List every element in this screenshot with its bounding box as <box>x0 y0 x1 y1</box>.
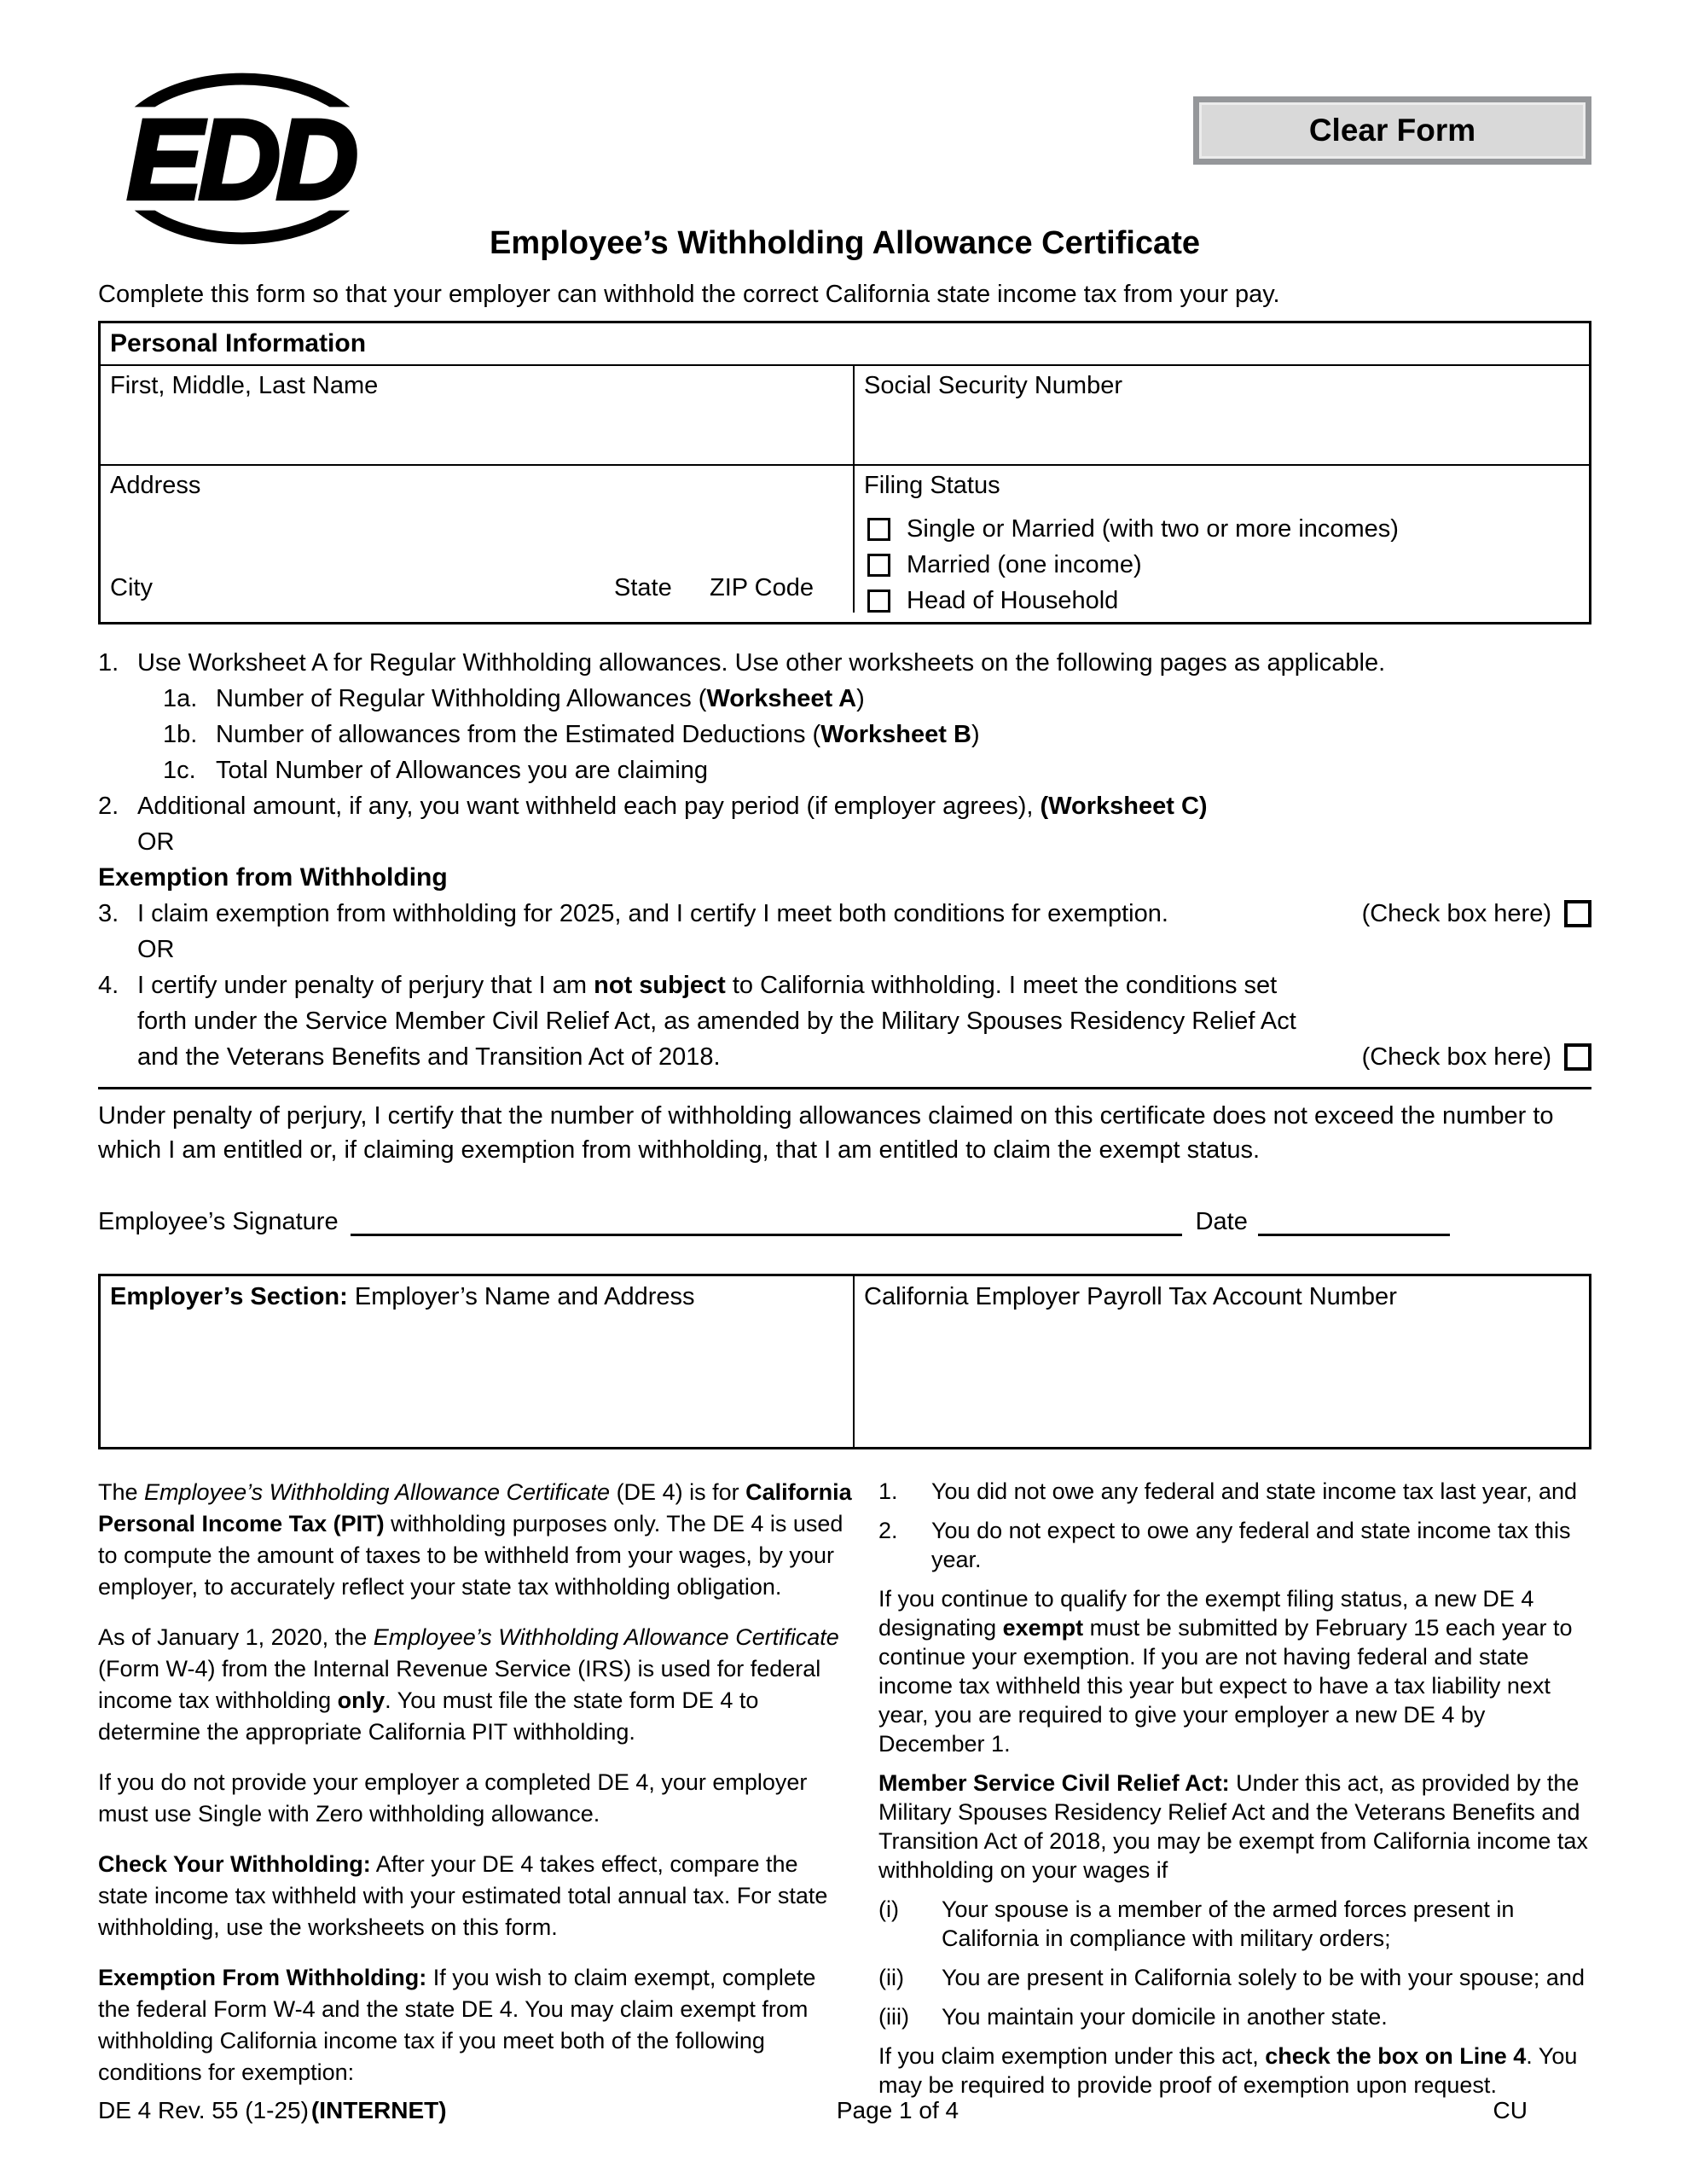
address-label: Address <box>110 472 201 499</box>
personal-info-table <box>98 321 1591 624</box>
date-label: Date <box>1195 1208 1248 1235</box>
employer-section-label: Employer’s Section: <box>110 1283 348 1310</box>
item-1c-text: Total Number of Allowances you are claiming <box>216 757 709 784</box>
employer-account-number-label: California Employer Payroll Tax Account Number <box>864 1283 1397 1310</box>
exemption-2025-checkbox[interactable] <box>1564 900 1591 927</box>
or-text-1: OR <box>137 828 175 856</box>
item-3-text: I claim exemption from withholding for 2025, and I certify I meet both conditions for exemption. <box>137 900 1168 927</box>
item-2-text: Additional amount, if any, you want withheld each pay period (if employer agrees), (Worksheet C) <box>137 793 1208 820</box>
military-condition-ii-number: (ii) <box>878 1965 904 1990</box>
filing-single-label: Single or Married (with two or more incomes) <box>907 514 1399 543</box>
name-label: First, Middle, Last Name <box>110 372 379 399</box>
info-column-right <box>878 1477 1591 2100</box>
info-columns <box>98 1477 1591 2100</box>
military-condition-ii <box>878 1963 1591 1992</box>
item-4-text-line-1: I certify under penalty of perjury that I am not subject to California withholding. I meet the conditions set <box>137 972 1278 999</box>
item-1-text: Use Worksheet A for Regular Withholding allowances. Use other worksheets on the following pages as applicable. <box>137 649 1386 677</box>
date-line[interactable] <box>1258 1231 1450 1236</box>
item-1a-text: Number of Regular Withholding Allowances (Worksheet A) <box>216 685 865 712</box>
ssn-field-cell[interactable] <box>855 366 1589 466</box>
item-1b-number: 1b. <box>163 721 198 748</box>
signature-label: Employee’s Signature <box>98 1208 339 1235</box>
city-label: City <box>110 574 153 601</box>
military-exemption-checkbox[interactable] <box>1564 1043 1591 1071</box>
filing-option-married <box>867 549 1580 580</box>
left-paragraph-1: The Employee’s Withholding Allowance Certificate (DE 4) is for California Personal Income Tax (PIT) withholding purposes only. The DE 4 is used to compute the amount of taxes to be withheld from your wages, by your employer, to accurately reflect your state tax withholding obligation. <box>98 1479 852 1600</box>
perjury-statement: Under penalty of perjury, I certify that the number of withholding allowances claimed on this certificate does not exceed the number to which I am entitled or, if claiming exemption from withholding, that I am entitled to claim the exempt status. <box>98 1102 1554 1164</box>
filing-married-checkbox[interactable] <box>867 554 890 577</box>
item-2-number: 2. <box>98 793 119 820</box>
footer-internet-label: (INTERNET) <box>310 2097 447 2123</box>
list-item-2 <box>98 788 1591 824</box>
left-paragraph-2: As of January 1, 2020, the Employee’s Withholding Allowance Certificate (Form W-4) from the Internal Revenue Service (IRS) is used for federal income tax withholding only. You must file the state form DE 4 to determine the appropriate California PIT withholding. <box>98 1624 839 1745</box>
filing-option-single <box>867 514 1580 544</box>
signature-line[interactable] <box>351 1231 1182 1236</box>
signature-row <box>98 1208 1591 1236</box>
item-3-number: 3. <box>98 900 119 927</box>
list-item-1b <box>163 717 1591 752</box>
left-paragraph-4: Check Your Withholding: After your DE 4 takes effect, compare the state income tax withheld with your estimated total annual tax. For state withholding, use the worksheets on this form. <box>98 1851 828 1940</box>
employer-section-table <box>98 1274 1591 1449</box>
or-text-2: OR <box>137 936 175 963</box>
list-item-3 <box>98 896 1591 932</box>
item-3-check-area <box>1362 896 1591 932</box>
edd-logo-text: EDD <box>126 96 355 224</box>
military-condition-iii-number: (iii) <box>878 2004 909 2030</box>
filing-hoh-label: Head of Household <box>907 586 1119 614</box>
list-item-4-line-3 <box>98 1039 1591 1075</box>
right-paragraph-2: Member Service Civil Relief Act: Under this act, as provided by the Military Spouses Residency Relief Act and the Veterans Benefits and Transition Act of 2018, you may be exempt from California income tax withholding on your wages if <box>878 1770 1588 1883</box>
filing-hoh-checkbox[interactable] <box>867 590 890 613</box>
page-title: Employee’s Withholding Allowance Certificate <box>490 225 1200 261</box>
right-condition-2-number: 2. <box>878 1518 898 1543</box>
filing-single-checkbox[interactable] <box>867 518 890 541</box>
footer-revision: DE 4 Rev. 55 (1-25) (INTERNET) <box>98 2097 447 2123</box>
filing-option-head-of-household <box>867 585 1580 616</box>
filing-status-label: Filing Status <box>864 472 1000 499</box>
right-paragraph-3: If you claim exemption under this act, check the box on Line 4. You may be required to provide proof of exemption upon request. <box>878 2043 1578 2098</box>
item-4-text-line-2: forth under the Service Member Civil Relief Act, as amended by the Military Spouses Residency Relief Act <box>137 1008 1296 1035</box>
item-1-number: 1. <box>98 649 119 677</box>
zip-code-label: ZIP Code <box>710 574 814 601</box>
list-item-1 <box>98 645 1591 681</box>
name-field-cell[interactable] <box>101 366 855 466</box>
filing-status-cell <box>855 466 1589 622</box>
personal-info-section-title: Personal Information <box>101 323 1589 366</box>
item-4-checkbox-label: (Check box here) <box>1361 1043 1551 1071</box>
item-3-checkbox-label: (Check box here) <box>1361 900 1551 927</box>
right-condition-2 <box>878 1516 1591 1574</box>
list-item-1a <box>163 681 1591 717</box>
item-1a-number: 1a. <box>163 685 198 712</box>
list-item-4-line-1 <box>98 967 1591 1003</box>
military-condition-ii-text: You are present in California solely to be with your spouse; and <box>942 1965 1585 1990</box>
footer-page-number: Page 1 of 4 <box>836 2097 959 2123</box>
military-condition-i-text: Your spouse is a member of the armed forces present in California in compliance with military orders; <box>942 1896 1515 1951</box>
state-label: State <box>614 574 672 601</box>
item-4-number: 4. <box>98 972 119 999</box>
address-field-cell[interactable] <box>101 466 855 613</box>
exemption-heading: Exemption from Withholding <box>98 863 448 892</box>
military-condition-iii <box>878 2002 1591 2031</box>
employer-name-address-label: Employer’s Name and Address <box>347 1283 695 1310</box>
employer-account-number-cell[interactable] <box>855 1276 1589 1447</box>
info-column-left <box>98 1477 853 2100</box>
clear-form-button[interactable]: Clear Form <box>1193 96 1591 165</box>
separator-line <box>98 1087 1591 1089</box>
intro-text: Complete this form so that your employer can withhold the correct California state income tax from your pay. <box>98 281 1280 308</box>
employer-name-address-cell[interactable] <box>101 1276 855 1447</box>
left-paragraph-3: If you do not provide your employer a completed DE 4, your employer must use Single with Zero withholding allowance. <box>98 1769 808 1827</box>
right-condition-1-number: 1. <box>878 1478 898 1504</box>
military-condition-iii-text: You maintain your domicile in another state. <box>942 2004 1388 2030</box>
list-item-1c <box>163 752 1591 788</box>
item-4-check-area <box>1362 1039 1591 1075</box>
right-condition-1-text: You did not owe any federal and state income tax last year, and <box>931 1478 1578 1504</box>
ssn-label: Social Security Number <box>864 372 1122 399</box>
item-1c-number: 1c. <box>163 757 196 784</box>
allowance-instructions <box>98 645 1591 1167</box>
list-item-4-line-2 <box>98 1003 1591 1039</box>
military-condition-i <box>878 1895 1591 1953</box>
edd-logo <box>107 73 378 245</box>
military-condition-i-number: (i) <box>878 1896 899 1922</box>
right-condition-2-text: You do not expect to owe any federal and state income tax this year. <box>931 1518 1571 1572</box>
filing-married-label: Married (one income) <box>907 550 1142 578</box>
right-paragraph-1: If you continue to qualify for the exempt filing status, a new DE 4 designating exempt must be submitted by February 15 each year to continue your exemption. If you are not having federal and state income tax withheld this year but expect to have a tax liability next year, you are required to give your employer a new DE 4 by December 1. <box>878 1586 1573 1757</box>
form-header <box>98 73 1591 267</box>
left-paragraph-5: Exemption From Withholding: If you wish to claim exempt, complete the federal Form W-4 and the state DE 4. You may claim exempt from withholding California income tax if you meet both of the following conditions for exemption: <box>98 1965 816 2085</box>
right-condition-1 <box>878 1477 1591 1506</box>
footer-cu-code: CU <box>1493 2097 1528 2123</box>
item-1b-text: Number of allowances from the Estimated Deductions (Worksheet B) <box>216 721 980 748</box>
item-4-text-line-3: and the Veterans Benefits and Transition Act of 2018. <box>137 1043 721 1071</box>
